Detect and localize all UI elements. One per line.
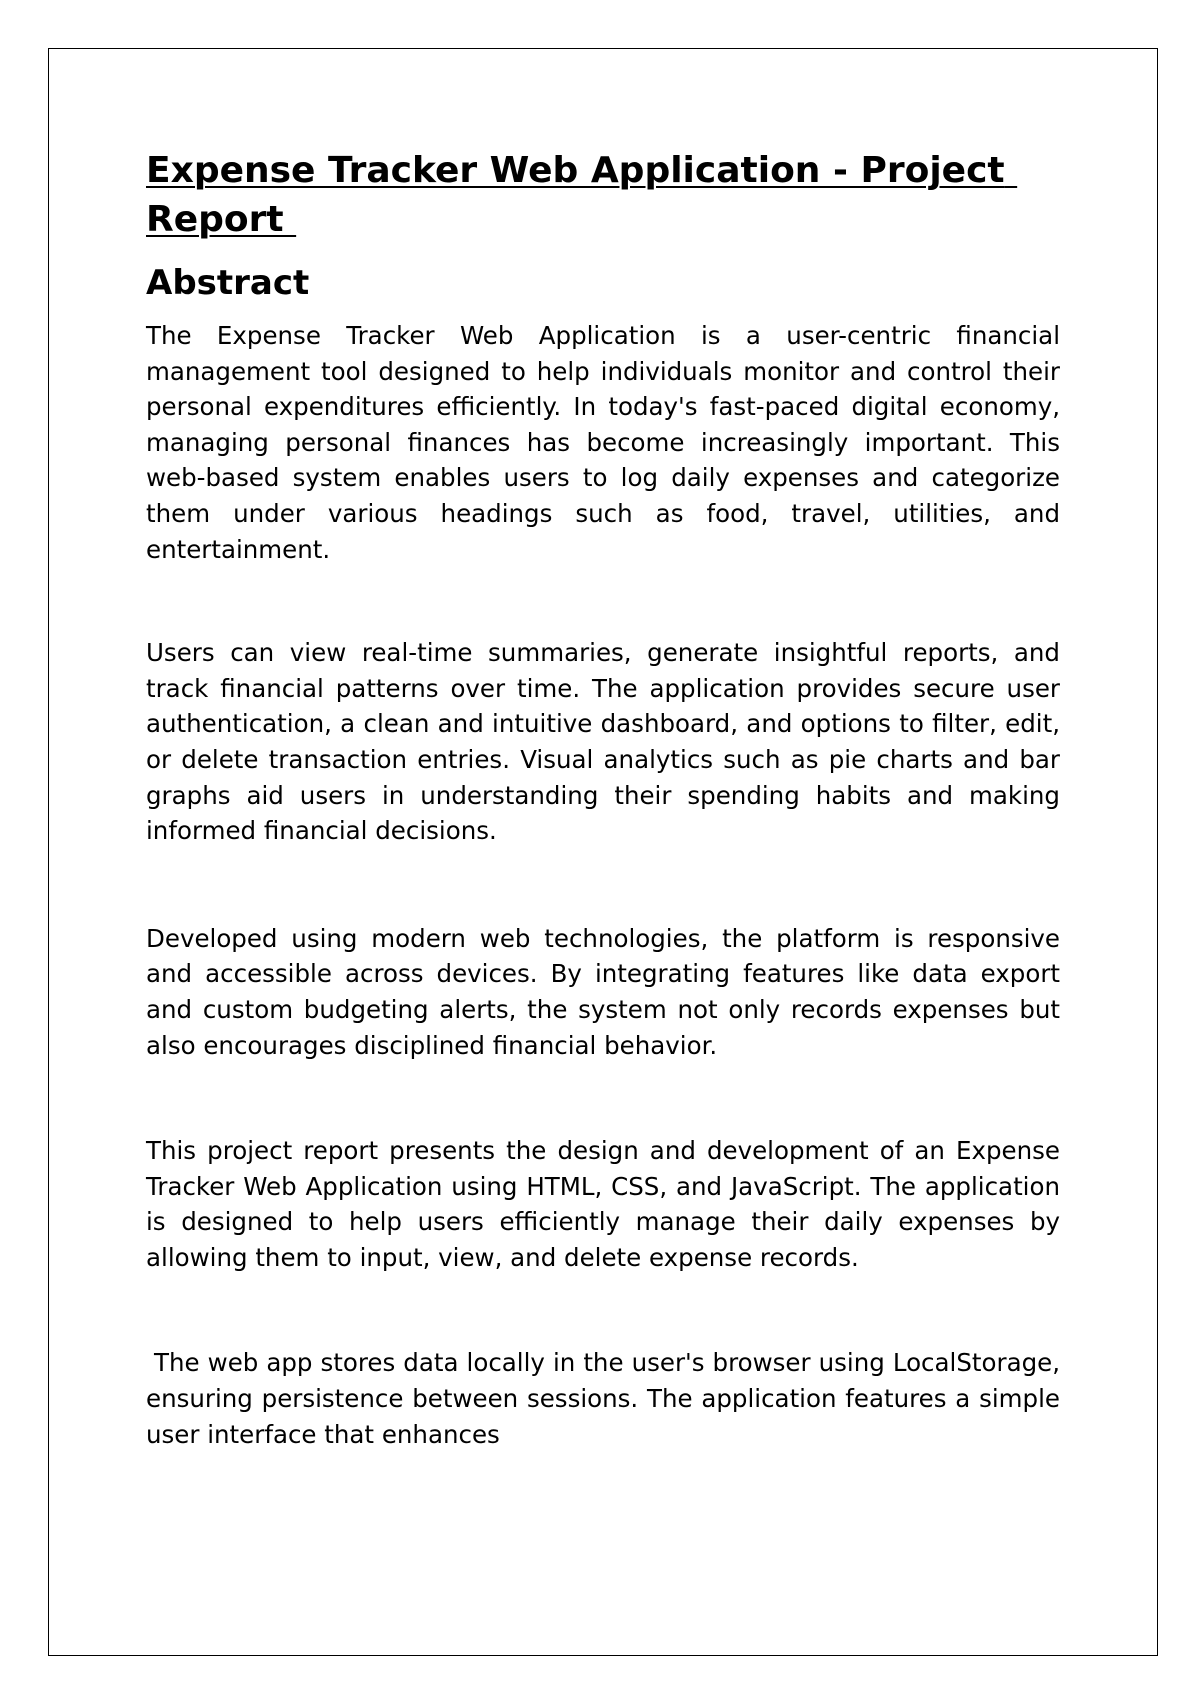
abstract-paragraph: This project report presents the design and development of an Expense Tracker Web Application using HTML, CSS, and JavaScript. The application is designed to help users efficiently manage their daily expenses by allowing them to input, view, and delete expense records. bbox=[146, 1136, 1068, 1272]
document-title: Expense Tracker Web Application - Project Report bbox=[146, 150, 1018, 240]
section-heading-abstract: Abstract bbox=[146, 263, 310, 303]
abstract-paragraph: The Expense Tracker Web Application is a user-centric financial management tool designed to help individuals monitor and control their personal expenditures efficiently. In today's fast-paced digital economy, managing personal finances has become increasingly important. This web-based system enables users to log daily expenses and categorize them under various headings such as food, travel, utilities, and entertainment. bbox=[146, 321, 1068, 564]
abstract-paragraph: Users can view real-time summaries, generate insightful reports, and track financial patterns over time. The application provides secure user authentication, a clean and intuitive dashboard, and options to filter, edit, or delete transaction entries. Visual analytics such as pie charts and bar graphs aid users in understanding their spending habits and making informed financial decisions. bbox=[146, 638, 1068, 846]
abstract-paragraph: The web app stores data locally in the user's browser using LocalStorage, ensuring persistence between sessions. The application features a simple user interface that enhances bbox=[146, 1348, 1068, 1449]
document-body bbox=[146, 146, 1068, 1452]
abstract-paragraph: Developed using modern web technologies, the platform is responsive and accessible across devices. By integrating features like data export and custom budgeting alerts, the system not only records expenses but also encourages disciplined financial behavior. bbox=[146, 923, 1068, 1060]
